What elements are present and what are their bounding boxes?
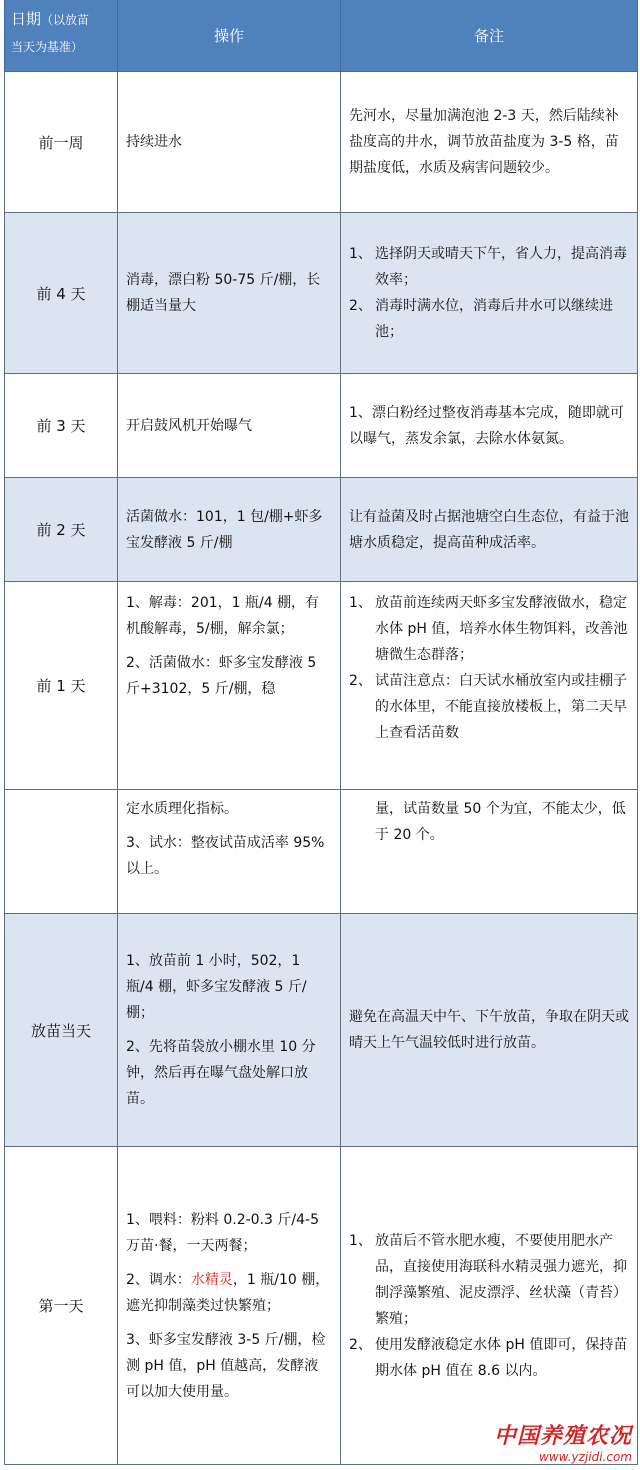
- op-text: 开启鼓风机开始曝气: [126, 417, 252, 434]
- op-text: 3、虾多宝发酵液 3-5 斤/棚，检测 pH 值，pH 值越高，发酵液可以加大使用量。: [126, 1331, 326, 1400]
- header-remark: 备注: [341, 0, 638, 72]
- op-text: [126, 1267, 332, 1319]
- row-operation: [118, 478, 341, 582]
- op-text: 消毒，漂白粉 50-75 斤/棚，长棚适当量大: [126, 272, 321, 314]
- row-operation: [118, 914, 341, 1147]
- row-operation: [118, 72, 341, 213]
- remark-text: 让有益菌及时占据池塘空白生态位，有益于池塘水质稳定，提高苗种成活率。: [349, 508, 629, 551]
- remark-text: 先河水，尽量加满泡池 2-3 天，然后陆续补盐度高的井水，调节放苗盐度为 3-5 格，苗期盐度低，水质及病害问题较少。: [349, 108, 619, 176]
- header-date-note: （以放苗: [41, 13, 90, 27]
- op-text: 1、解毒：201，1 瓶/4 棚，有机酸解毒，5/棚，解余氯；: [126, 595, 320, 637]
- remark-item: [349, 1228, 629, 1332]
- op-prefix: 2、调水：: [126, 1271, 191, 1288]
- row-date: 前 2 天: [4, 478, 118, 582]
- row-date: 前一周: [4, 72, 118, 213]
- watermark-url: www.yzjidi.com: [539, 1450, 632, 1464]
- remark-text: 使用发酵液稳定水体 pH 值即可，保持苗期水体 pH 值在 8.6 以内。: [375, 1336, 628, 1379]
- op-text: 2、活菌做水：虾多宝发酵液 5 斤+3102，5 斤/棚，稳: [126, 655, 317, 697]
- remark-item: [349, 241, 629, 293]
- row-remark: [341, 582, 638, 790]
- remark-item: [349, 293, 629, 345]
- op-rest: ，1 瓶/10 棚，遮光抑制藻类过快繁殖；: [126, 1271, 330, 1314]
- table-row: [4, 582, 638, 790]
- table-row: [4, 790, 638, 914]
- row-date: 前 3 天: [4, 374, 118, 478]
- row-date: 前 1 天: [4, 582, 118, 790]
- row-operation: [118, 1147, 341, 1465]
- table-row: [4, 1147, 638, 1465]
- table-header: [4, 0, 638, 72]
- row-operation: [118, 790, 341, 914]
- item-number: 1、: [349, 246, 372, 262]
- row-remark: [341, 374, 638, 478]
- op-text: 活菌做水：101，1 包/棚+虾多宝发酵液 5 斤/棚: [126, 508, 323, 551]
- product-name-highlight: 水精灵: [190, 1271, 233, 1288]
- item-number: 2、: [349, 673, 372, 689]
- row-date: 放苗当天: [4, 914, 118, 1147]
- row-operation: [118, 213, 341, 374]
- remark-item: [349, 590, 629, 668]
- table-row: [4, 478, 638, 582]
- header-date-note2: 当天为基准）: [11, 40, 84, 54]
- remark-text: 选择阴天或晴天下午，省人力，提高消毒效率；: [375, 246, 627, 288]
- op-text: 1、放苗前 1 小时，502，1 瓶/4 棚，虾多宝发酵液 5 斤/棚；: [126, 953, 307, 1021]
- item-number: 2、: [349, 298, 372, 314]
- remark-text: 量，试苗数量 50 个为宜，不能太少，低于 20 个。: [375, 801, 626, 843]
- remark-text: 试苗注意点：白天试水桶放室内或挂棚子的水体里，不能直接放楼板上，第二天早上查看活苗数: [375, 673, 627, 741]
- row-date-empty: [4, 790, 118, 914]
- watermark-title: 中国养殖农况: [493, 1424, 632, 1449]
- row-date: 前 4 天: [4, 213, 118, 374]
- remark-text: 放苗后不管水肥水瘦，不要使用肥水产品，直接使用海联科水精灵强力遮光，抑制浮藻繁殖、泥皮漂浮、丝状藻（青苔）繁殖；: [375, 1232, 627, 1327]
- row-remark: [341, 213, 638, 374]
- remark-item: [349, 1332, 629, 1384]
- remark-text: 消毒时满水位，消毒后井水可以继续进池；: [375, 298, 613, 340]
- item-number: 1、: [349, 595, 372, 611]
- op-text: 3、试水：整夜试苗成活率 95%以上。: [126, 835, 325, 877]
- row-remark: [341, 1147, 638, 1465]
- remark-text: 1、漂白粉经过整夜消毒基本完成，随即就可以曝气，蒸发余氯，去除水体氨氮。: [349, 404, 624, 447]
- row-remark: [341, 478, 638, 582]
- header-date: [4, 0, 118, 72]
- item-number: 2、: [349, 1336, 372, 1353]
- watermark: [494, 1419, 632, 1464]
- header-date-label: 日期: [11, 10, 42, 28]
- remark-text: 避免在高温天中午、下午放苗，争取在阴天或晴天上午气温较低时进行放苗。: [349, 1009, 629, 1051]
- op-text: 2、先将苗袋放小棚水里 10 分钟，然后再在曝气盘处解口放苗。: [126, 1039, 316, 1107]
- remark-text: 放苗前连续两天虾多宝发酵液做水，稳定水体 pH 值，培养水体生物饵料，改善池塘微生态群落；: [375, 595, 628, 663]
- row-operation: [118, 582, 341, 790]
- row-remark: [341, 914, 638, 1147]
- remark-item: [349, 668, 629, 746]
- table-row: [4, 374, 638, 478]
- table-row: [4, 914, 638, 1147]
- row-remark: [341, 72, 638, 213]
- item-number: 1、: [349, 1232, 372, 1249]
- row-remark: [341, 790, 638, 914]
- row-operation: [118, 374, 341, 478]
- op-text: 定水质理化指标。: [126, 801, 238, 817]
- header-operation: 操作: [118, 0, 341, 72]
- row-date: 第一天: [4, 1147, 118, 1465]
- op-text: 持续进水: [126, 134, 182, 150]
- op-text: 1、喂料：粉料 0.2-0.3 斤/4-5 万苗·餐，一天两餐；: [126, 1211, 319, 1254]
- table-row: [4, 72, 638, 213]
- table-row: [4, 213, 638, 374]
